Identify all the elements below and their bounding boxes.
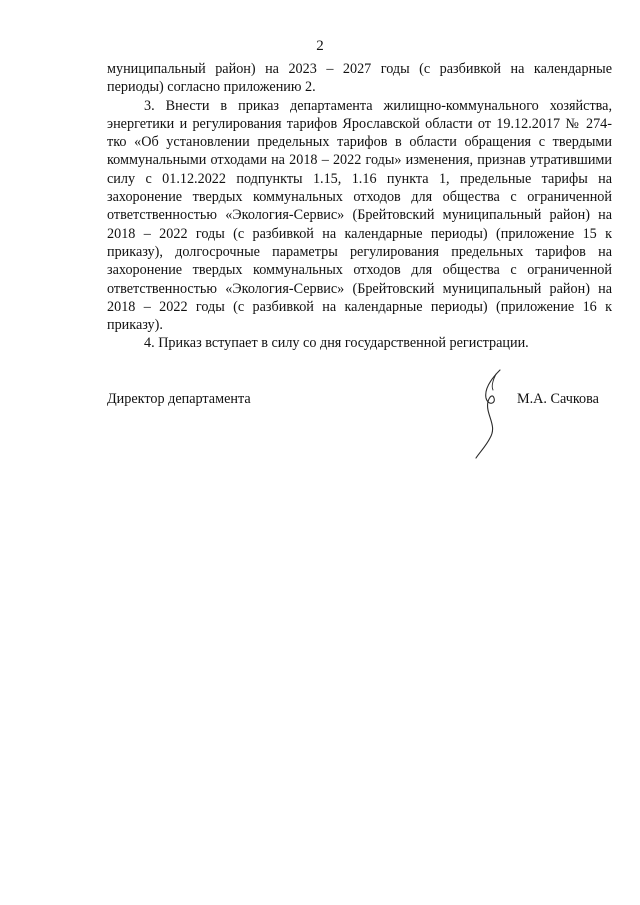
signatory-title: Директор департамента — [107, 391, 251, 407]
paragraph-item-4: 4. Приказ вступает в силу со дня государственной регистрации. — [144, 335, 529, 352]
page-number: 2 — [316, 38, 324, 54]
paragraph-item-3: 3. Внести в приказ департамента жилищно-коммунального хозяйства, энергетики и регулирования тарифов Ярославской области от 19.12.2017 № 274-тко «Об установлении предельных тарифов в области обращения с твердыми коммунальными отходами на 2018 – 2022 годы» изменения, признав утратившими силу с 01.12.2022 подпункты 1.15, 1.16 пункта 1, предельные тарифы на захоронение твердых коммунальных отходов для общества с ограниченной ответственностью «Экология-Сервис» (Брейтовский муниципальный район) на 2018 – 2022 годы (с разбивкой на календарные периоды) (приложение 15 к приказу), долгосрочные параметры регулирования предельных тарифов на захоронение твердых коммунальных отходов для общества с ограниченной ответственностью «Экология-Сервис» (Брейтовский муниципальный район) на 2018 – 2022 годы (с разбивкой на календарные периоды) (приложение 16 к приказу). — [107, 97, 612, 334]
paragraph-continuation: муниципальный район) на 2023 – 2027 годы (с разбивкой на календарные периоды) согласно приложению 2. — [107, 61, 612, 96]
signatory-name: М.А. Сачкова — [517, 391, 599, 407]
handwritten-signature — [466, 368, 518, 460]
document-body — [107, 60, 612, 353]
